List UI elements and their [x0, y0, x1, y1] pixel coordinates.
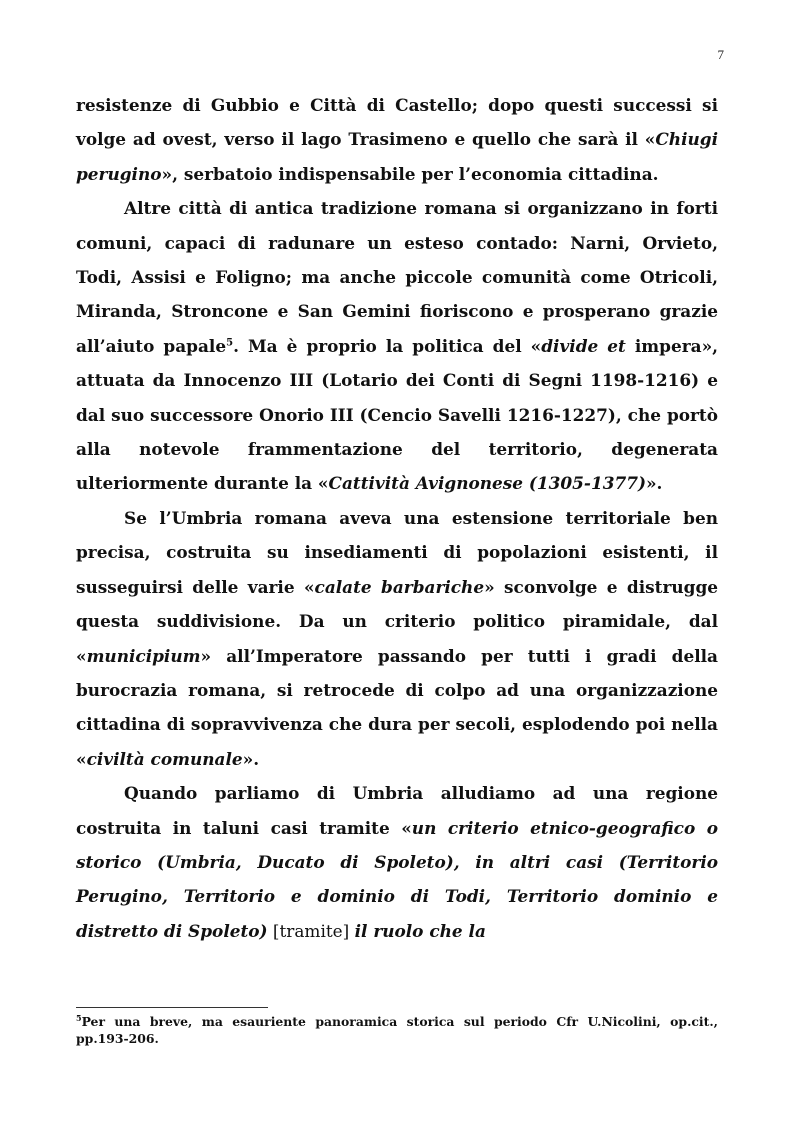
paragraph-3: [76, 501, 718, 776]
paragraph-1: [76, 88, 718, 191]
footnote: [76, 1013, 718, 1047]
text-run: Altre città di antica tradizione romana si organizzano in forti comuni, capaci di radunare un esteso contado: Narni, Orvieto, Todi, Assisi e Foligno; ma anche piccole comunità come Otricoli, Miranda, Stroncone e San Gemini fioriscono e prosperano grazie all’aiuto papale: [76, 198, 718, 356]
italic-text: civiltà comunale: [86, 748, 243, 769]
text-run: », serbatoio indispensabile per l’economia cittadina.: [161, 163, 659, 184]
footnote-marker: 5: [76, 1012, 82, 1023]
page-number: 7: [717, 47, 724, 62]
text-run: ».: [645, 473, 663, 494]
paragraph-4: [76, 776, 718, 948]
italic-text: divide et: [541, 335, 626, 356]
footnote-reference: 5: [226, 337, 234, 349]
italic-text: municipium: [86, 645, 201, 666]
text-run: Quando parliamo di Umbria alludiamo ad una regione costruita in taluni casi tramite «: [76, 783, 718, 838]
italic-text: il ruolo che la: [354, 920, 486, 941]
body-text: [76, 88, 718, 948]
paragraph-2: [76, 191, 718, 501]
text-run: resistenze di Gubbio e Città di Castello; dopo questi successi si volge ad ovest, verso il lago Trasimeno e quello che sarà il «: [76, 95, 718, 150]
italic-text: calate barbariche: [314, 576, 485, 597]
italic-text: un criterio etnico-geografico o storico (Umbria, Ducato di Spoleto), in altri casi (Territorio Perugino, Territorio e dominio di Todi, Territorio dominio e distretto di Spoleto): [76, 817, 718, 941]
footnote-divider: [76, 1007, 268, 1008]
text-run: [tramite]: [267, 920, 355, 941]
footnote-text: Per una breve, ma esauriente panoramica storica sul periodo Cfr U.Nicolini, op.cit., pp.193-206.: [76, 1014, 718, 1046]
text-run: Se l’Umbria romana aveva una estensione territoriale ben precisa, costruita su insediamenti di popolazioni esistenti, il susseguirsi delle varie «: [76, 507, 718, 597]
text-run: » sconvolge e distrugge questa suddivisione. Da un criterio politico piramidale, dal «: [76, 576, 719, 666]
text-run: . Ma è proprio la politica del «: [233, 335, 542, 356]
text-run: » all’Imperatore passando per tutti i gradi della burocrazia romana, si retrocede di colpo ad una organizzazione cittadina di sopravvivenza che dura per secoli, esplodendo poi nella «: [76, 645, 718, 769]
italic-text: Cattività Avignonese (1305-1377): [328, 473, 646, 494]
text-run: impera», attuata da Innocenzo III (Lotario dei Conti di Segni 1198-1216) e dal suo successore Onorio III (Cencio Savelli 1216-1227), che portò alla notevole frammentazione del territorio, degenerata ulteriormente durante la «: [76, 335, 719, 494]
italic-text: Chiugi perugino: [76, 129, 718, 184]
text-run: ».: [242, 748, 260, 769]
